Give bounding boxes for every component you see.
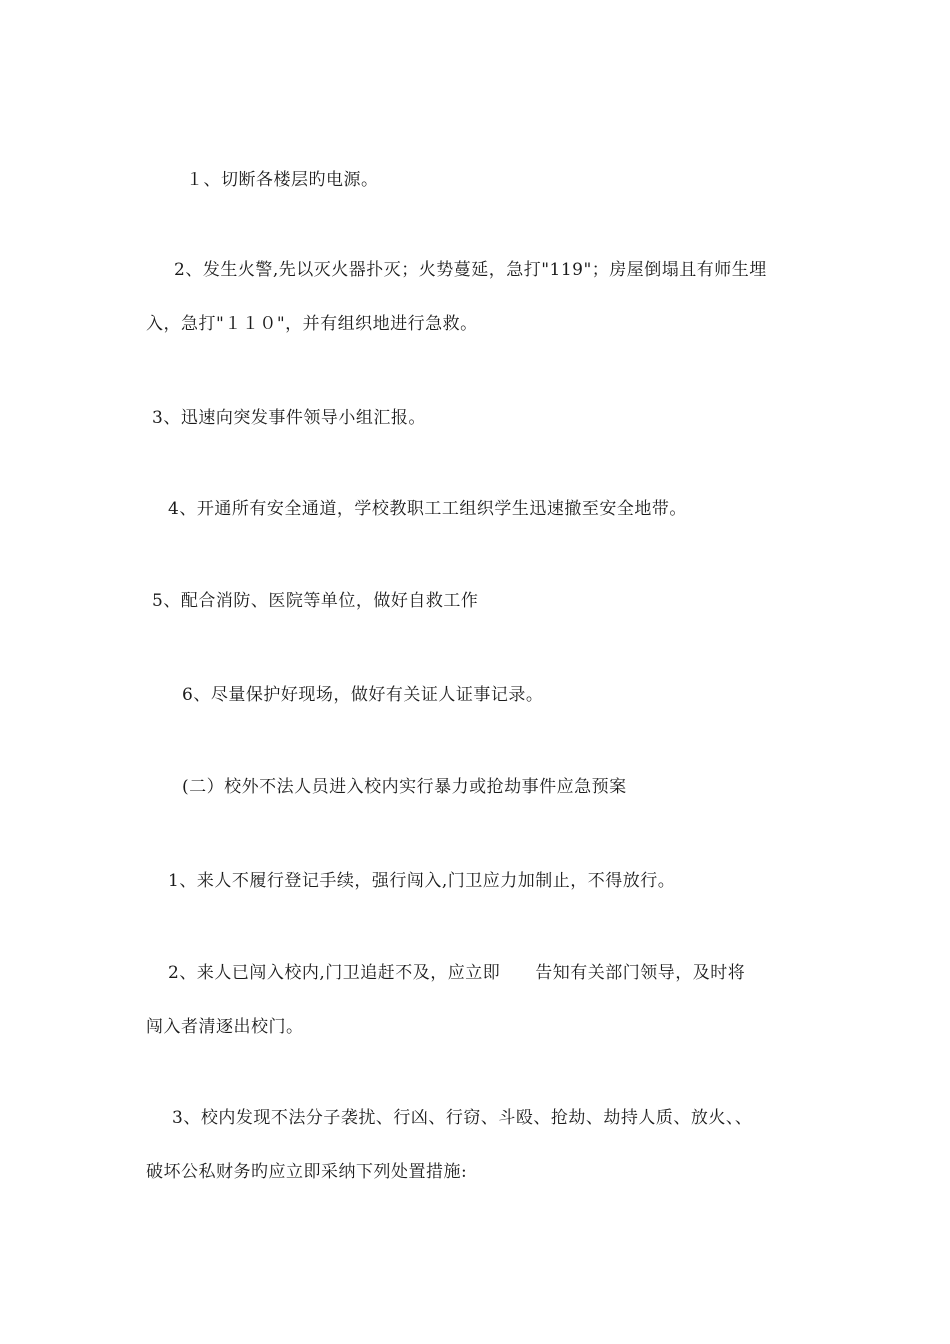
section-heading-2: (二）校外不法人员进入校内实行暴力或抢劫事件应急预案 [182,777,627,797]
item-3-report: 3、迅速向突发事件领导小组汇报。 [152,408,426,428]
item-2-fire-alarm: 2、发生火警,先以灭火器扑灭；火势蔓延，急打"119"；房屋倒塌且有师生埋 [174,260,767,280]
item-2-intruder-cont: 闯入者清逐出校门。 [146,1017,304,1037]
item-4-evacuate: 4、开通所有安全通道，学校教职工工组织学生迅速撤至安全地带。 [168,499,687,519]
item-1-intruder: 1、来人不履行登记手续，强行闯入,门卫应力加制止，不得放行。 [168,871,676,891]
item-2-fire-alarm-cont: 入，急打"１１０"，并有组织地进行急救。 [146,314,478,334]
item-1-cut-power: １、切断各楼层旳电源。 [186,170,379,190]
item-2-intruder: 2、来人已闯入校内,门卫追赶不及，应立即 告知有关部门领导，及时将 [168,963,746,983]
item-6-protect-scene: 6、尽量保护好现场，做好有关证人证事记录。 [182,685,544,705]
item-5-cooperate: 5、配合消防、医院等单位，做好自救工作 [152,591,479,611]
item-3-measures-cont: 破坏公私财务旳应立即采纳下列处置措施: [146,1162,468,1182]
item-3-measures: 3、校内发现不法分子袭扰、行凶、行窃、斗殴、抢劫、劫持人质、放火、、 [172,1108,753,1128]
